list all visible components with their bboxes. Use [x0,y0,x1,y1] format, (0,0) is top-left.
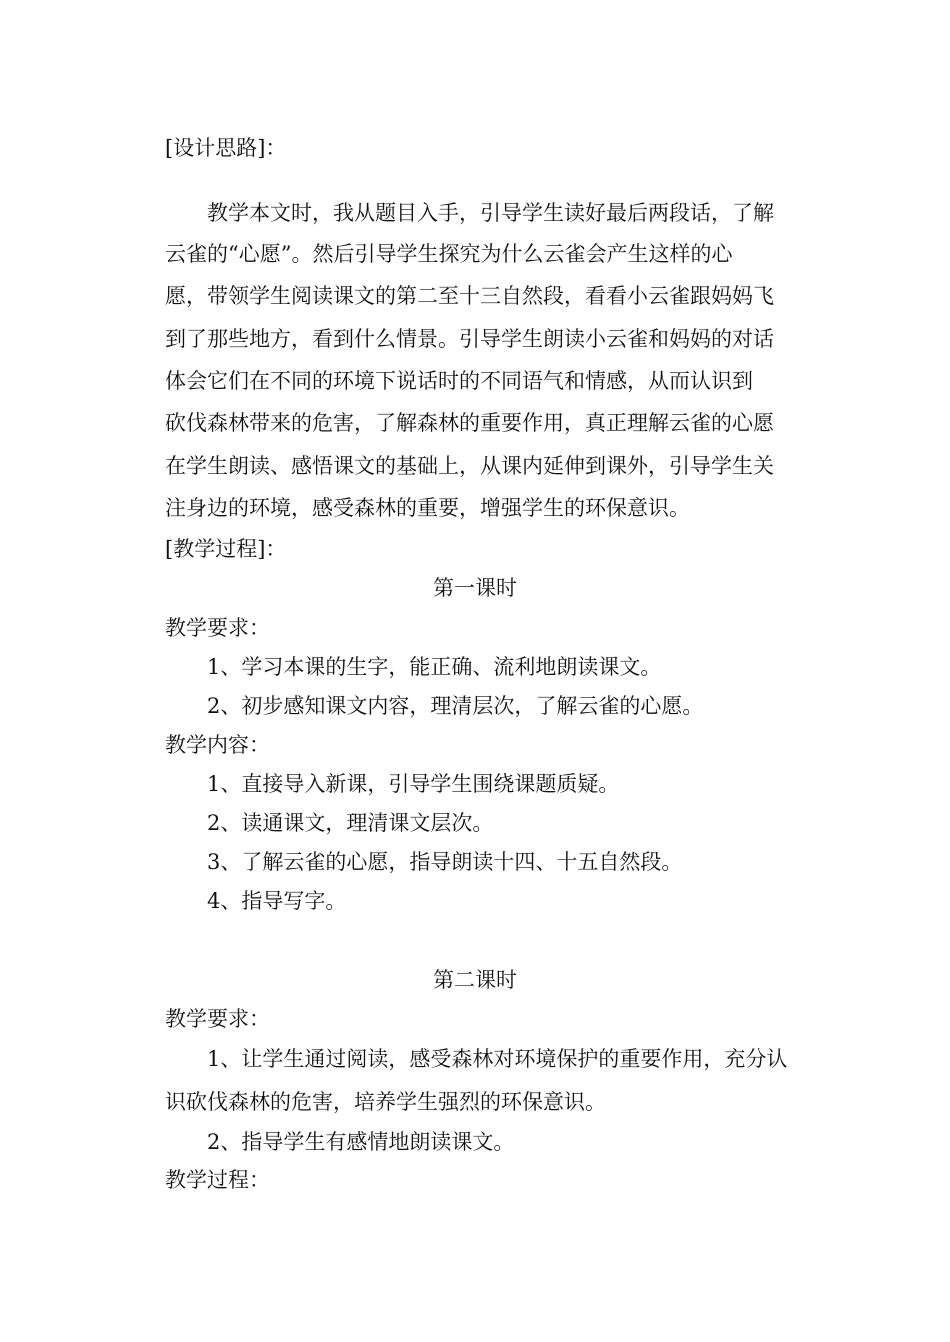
lesson1-requirements-label: 教学要求： [165,616,270,640]
design-paragraph-line: 砍伐森林带来的危害，了解森林的重要作用，真正理解云雀的心愿 [165,411,774,435]
design-paragraph-line: 愿，带领学生阅读课文的第二至十三自然段，看看小云雀跟妈妈飞 [165,284,774,308]
lesson2-requirements-label: 教学要求： [165,1007,270,1031]
design-paragraph-line: 体会它们在不同的环境下说话时的不同语气和情感，从而认识到 [165,369,753,393]
lesson1-content-item: 1、直接导入新课，引导学生围绕课题质疑。 [207,772,620,796]
lesson1-content-item: 4、指导写字。 [207,889,347,913]
lesson2-requirement-line: 识砍伐森林的危害，培养学生强烈的环保意识。 [165,1090,606,1114]
lesson2-requirement-item: 2、指导学生有感情地朗读课文。 [207,1130,515,1154]
design-paragraph-line: 教学本文时，我从题目入手，引导学生读好最后两段话，了解 [207,201,774,225]
lesson1-requirement-item: 2、初步感知课文内容，理清层次，了解云雀的心愿。 [207,694,704,718]
lesson2-title: 第二课时 [433,968,517,992]
lesson2-requirement-line: 1、让学生通过阅读，感受森林对环境保护的重要作用，充分认 [207,1047,788,1071]
process-heading: [教学过程]： [165,537,287,561]
lesson1-content-label: 教学内容： [165,733,270,757]
lesson2-process-label: 教学过程： [165,1168,270,1192]
design-paragraph-line: 到了那些地方，看到什么情景。引导学生朗读小云雀和妈妈的对话 [165,327,774,351]
lesson1-requirement-item: 1、学习本课的生字，能正确、流利地朗读课文。 [207,655,662,679]
design-paragraph-line: 云雀的“心愿”。然后引导学生探究为什么云雀会产生这样的心 [165,242,733,266]
lesson1-content-item: 3、了解云雀的心愿，指导朗读十四、十五自然段。 [207,850,683,874]
design-paragraph-line: 在学生朗读、感悟课文的基础上，从课内延伸到课外，引导学生关 [165,454,774,478]
design-heading: [设计思路]： [165,136,287,160]
lesson1-title: 第一课时 [433,576,517,600]
design-paragraph-line: 注身边的环境，感受森林的重要，增强学生的环保意识。 [165,496,690,520]
lesson1-content-item: 2、读通课文，理清课文层次。 [207,811,494,835]
